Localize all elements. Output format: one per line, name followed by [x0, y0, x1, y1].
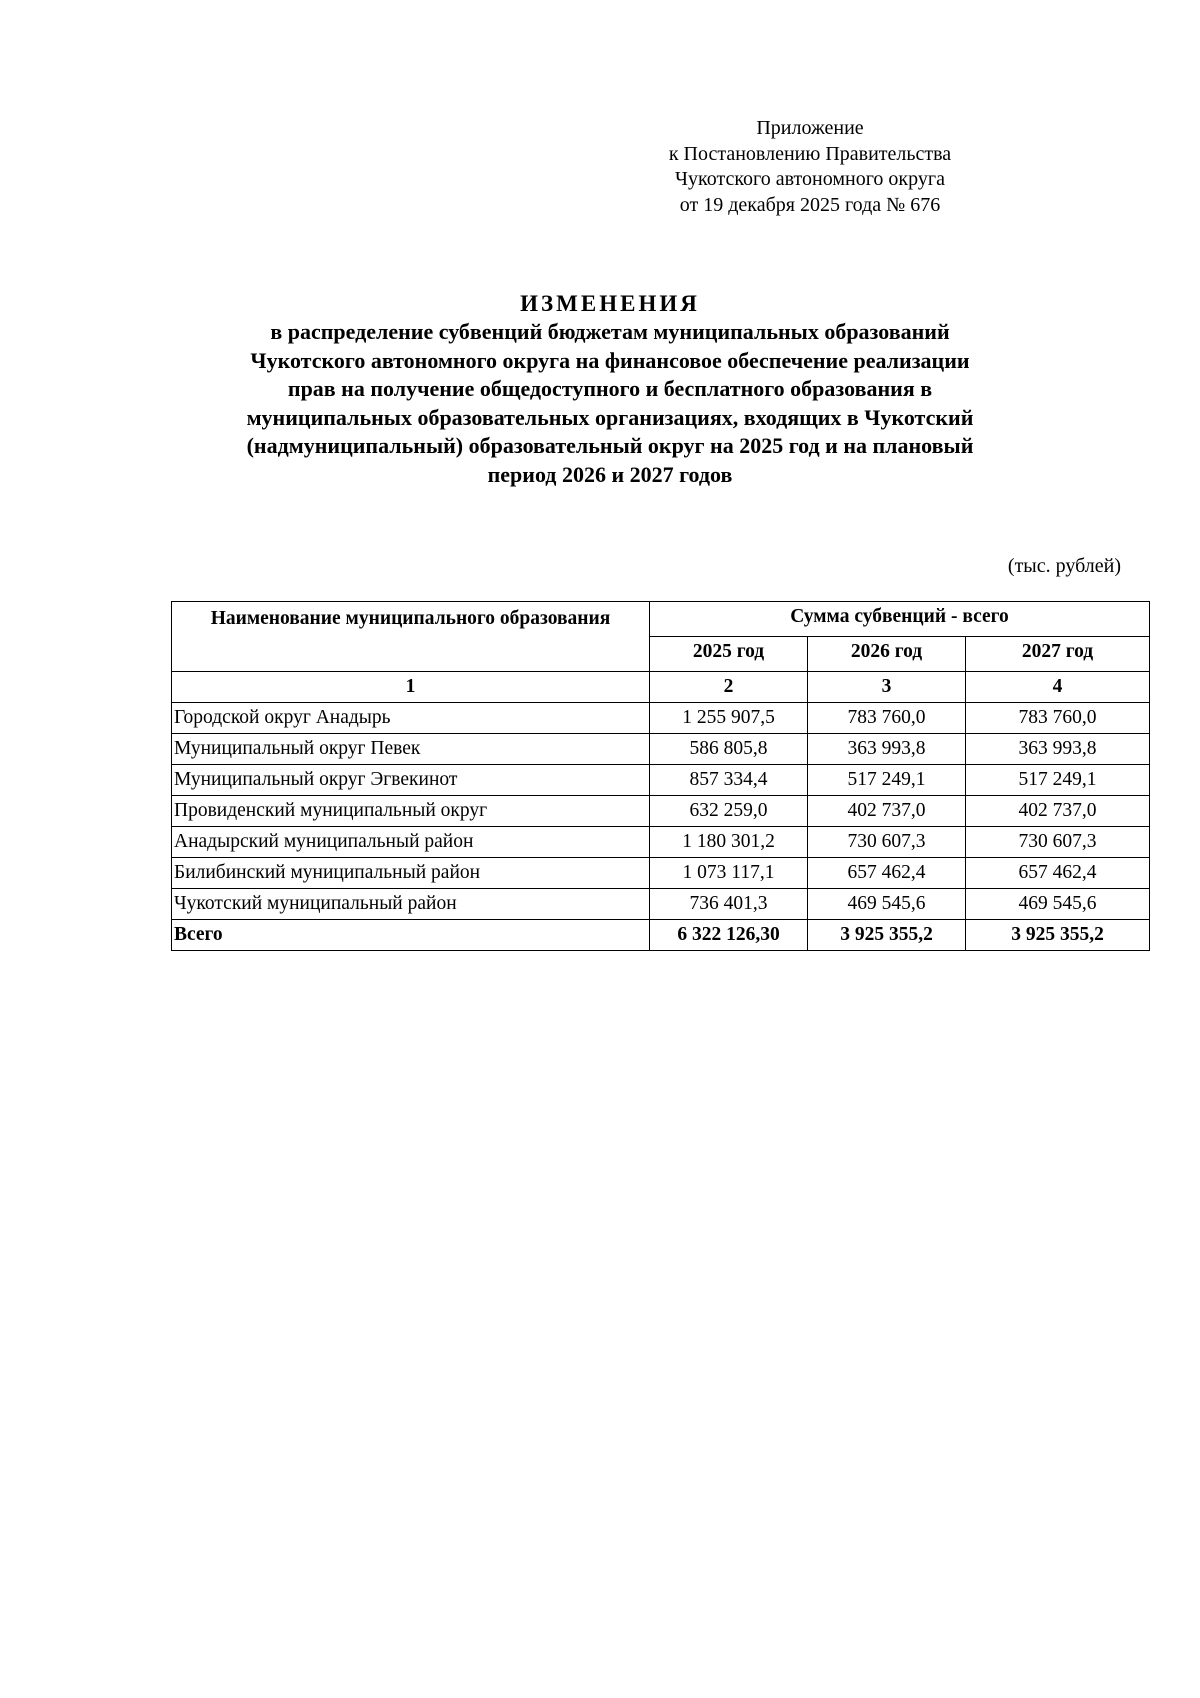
- table-row: [172, 765, 1150, 796]
- value-2026: 363 993,8: [808, 734, 966, 765]
- value-2027: 402 737,0: [966, 796, 1150, 827]
- title-line: Чукотского автономного округа на финансовое обеспечение реализации: [250, 347, 970, 373]
- value-2026: 657 462,4: [808, 858, 966, 889]
- title-line: в распределение субвенций бюджетам муниципальных образований: [270, 319, 950, 344]
- value-2025: 736 401,3: [650, 889, 808, 920]
- column-number: 1: [172, 672, 650, 703]
- title-line: муниципальных образовательных организациях, входящих в Чукотский: [246, 404, 974, 430]
- value-2026: 730 607,3: [808, 827, 966, 858]
- value-2025: 632 259,0: [650, 796, 808, 827]
- title-line: период 2026 и 2027 годов: [487, 461, 733, 487]
- title-heading: ИЗМЕНЕНИЯ: [520, 291, 700, 316]
- header-year-2025: 2025 год: [650, 637, 808, 672]
- total-2026: 3 925 355,2: [808, 920, 966, 951]
- table-row: [172, 827, 1150, 858]
- value-2025: 586 805,8: [650, 734, 808, 765]
- value-2025: 1 255 907,5: [650, 703, 808, 734]
- municipality-name: Городской округ Анадырь: [172, 703, 650, 734]
- table-row: [172, 796, 1150, 827]
- title-line: прав на получение общедоступного и бесплатного образования в: [287, 376, 933, 401]
- value-2027: 363 993,8: [966, 734, 1150, 765]
- units-label: (тыс. рублей): [1007, 555, 1121, 577]
- header-year-2027: 2027 год: [966, 637, 1150, 672]
- value-2027: 783 760,0: [966, 703, 1150, 734]
- value-2025: 1 073 117,1: [650, 858, 808, 889]
- value-2027: 469 545,6: [966, 889, 1150, 920]
- value-2027: 517 249,1: [966, 765, 1150, 796]
- municipality-name: Билибинский муниципальный район: [172, 858, 650, 889]
- municipality-name: Провиденский муниципальный округ: [172, 796, 650, 827]
- municipality-name: Анадырский муниципальный район: [172, 827, 650, 858]
- column-numbers-row: [172, 672, 1150, 703]
- municipality-name: Муниципальный округ Певек: [172, 734, 650, 765]
- total-2027: 3 925 355,2: [966, 920, 1150, 951]
- total-row: [172, 920, 1150, 951]
- column-number: 2: [650, 672, 808, 703]
- column-number: 4: [966, 672, 1150, 703]
- value-2026: 517 249,1: [808, 765, 966, 796]
- municipality-name: Муниципальный округ Эгвекинот: [172, 765, 650, 796]
- appendix-line: Чукотского автономного округа: [675, 168, 945, 190]
- table-row: [172, 858, 1150, 889]
- document-title: [140, 290, 1080, 489]
- table-row: [172, 734, 1150, 765]
- total-2025: 6 322 126,30: [650, 920, 808, 951]
- value-2027: 657 462,4: [966, 858, 1150, 889]
- appendix-line: от 19 декабря 2025 года № 676: [679, 193, 941, 216]
- table-row: [172, 703, 1150, 734]
- value-2026: 469 545,6: [808, 889, 966, 920]
- appendix-line: Приложение: [756, 117, 864, 139]
- column-number: 3: [808, 672, 966, 703]
- value-2025: 1 180 301,2: [650, 827, 808, 858]
- table-row: [172, 889, 1150, 920]
- subvention-table: [171, 601, 1150, 951]
- value-2025: 857 334,4: [650, 765, 808, 796]
- municipality-name: Чукотский муниципальный район: [172, 889, 650, 920]
- value-2027: 730 607,3: [966, 827, 1150, 858]
- header-year-2026: 2026 год: [808, 637, 966, 672]
- title-line: (надмуниципальный) образовательный округ на 2025 год и на плановый: [246, 433, 974, 458]
- table-header-row: [172, 602, 1150, 637]
- header-sum-total: Сумма субвенций - всего: [650, 602, 1150, 637]
- value-2026: 402 737,0: [808, 796, 966, 827]
- appendix-line: к Постановлению Правительства: [668, 142, 952, 165]
- appendix-block: [660, 116, 960, 218]
- total-label: Всего: [172, 920, 650, 951]
- header-municipality: Наименование муниципального образования: [172, 602, 650, 672]
- value-2026: 783 760,0: [808, 703, 966, 734]
